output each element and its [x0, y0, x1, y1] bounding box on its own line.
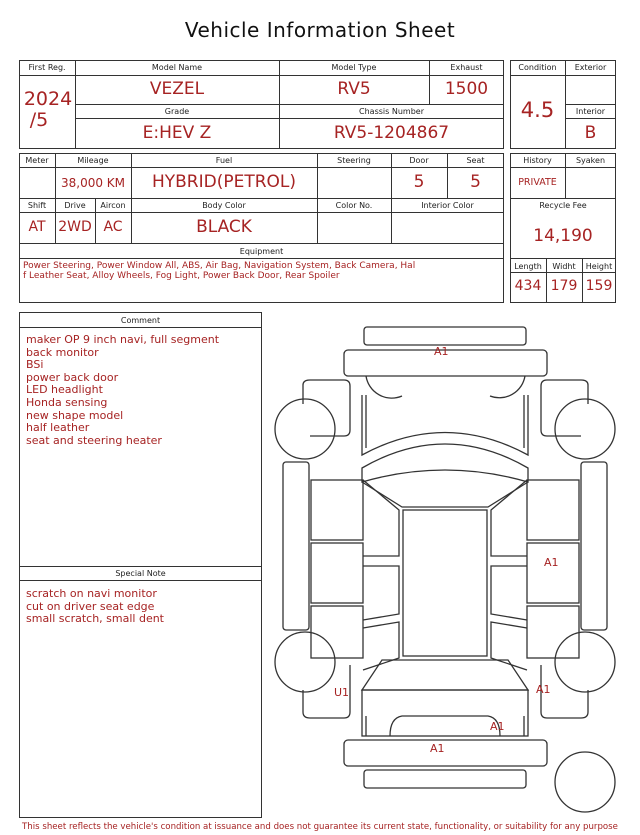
special-note-line: cut on driver seat edge: [26, 599, 155, 613]
interior-label: Interior: [575, 107, 606, 116]
grade-label: Grade: [164, 107, 190, 116]
exterior-label: Exterior: [574, 63, 607, 72]
comment-line: new shape model: [26, 408, 124, 422]
sheet-title: Vehicle Information Sheet: [184, 18, 456, 42]
color-no-label: Color No.: [335, 201, 373, 210]
door-value: 5: [413, 172, 425, 192]
seat-label: Seat: [466, 156, 485, 165]
length-label: Length: [514, 262, 542, 271]
history-label: History: [523, 156, 552, 165]
comment-line: seat and steering heater: [26, 433, 162, 447]
steering-label: Steering: [337, 156, 371, 165]
comment-line: Honda sensing: [26, 395, 108, 409]
history-value: PRIVATE: [518, 177, 557, 188]
disclaimer-footer: This sheet reflects the vehicle's condition at issuance and does not guarantee its current state, functionality, or suitability for any purpose: [22, 822, 618, 832]
comment-line: back monitor: [26, 345, 99, 359]
condition-value: 4.5: [520, 98, 555, 122]
comment-line: power back door: [26, 370, 119, 384]
special-note-line: scratch on navi monitor: [26, 587, 157, 600]
exhaust-label: Exhaust: [450, 63, 483, 72]
body-color-value: BLACK: [196, 217, 252, 237]
equipment-line: Power Steering, Power Window All, ABS, Air Bag, Navigation System, Back Camera, Hal: [23, 261, 416, 271]
recycle-fee-label: Recycle Fee: [539, 201, 587, 210]
body-color-label: Body Color: [202, 201, 246, 210]
damage-mark-right-quarter: A1: [536, 683, 551, 696]
chassis-number-value: RV5-1204867: [333, 123, 450, 143]
mileage-label: Mileage: [77, 156, 109, 165]
comment-line: half leather: [26, 421, 90, 435]
aircon-value: AC: [103, 219, 123, 235]
mileage-value: 38,000 KM: [60, 176, 126, 190]
recycle-fee-value: 14,190: [533, 226, 593, 246]
condition-label: Condition: [518, 63, 557, 72]
first-reg-month: /5: [29, 109, 49, 131]
shift-value: AT: [28, 219, 46, 235]
width-value: 179: [550, 278, 578, 294]
special-note-label: Special Note: [115, 569, 166, 578]
damage-mark-left-quarter: U1: [334, 686, 350, 699]
meter-label: Meter: [25, 156, 49, 165]
door-label: Door: [409, 156, 429, 165]
height-value: 159: [585, 278, 613, 294]
damage-mark-rear-bumper: A1: [430, 742, 445, 755]
special-note-line: small scratch, small dent: [26, 612, 164, 626]
width-label: Widht: [552, 262, 576, 271]
model-name-label: Model Name: [151, 63, 203, 72]
comment-label: Comment: [120, 316, 161, 325]
length-value: 434: [514, 278, 542, 294]
equipment-line: f Leather Seat, Alloy Wheels, Fog Light, Power Back Door, Rear Spoiler: [23, 271, 340, 281]
exhaust-value: 1500: [444, 79, 489, 99]
model-type-label: Model Type: [331, 63, 377, 72]
drive-label: Drive: [64, 201, 86, 210]
seat-value: 5: [470, 172, 481, 192]
comment-line: maker OP 9 inch navi, full segment: [26, 333, 220, 346]
syaken-label: Syaken: [575, 156, 606, 165]
model-name-value: VEZEL: [149, 79, 205, 99]
damage-mark-front-bumper: A1: [434, 345, 449, 358]
model-type-value: RV5: [337, 79, 371, 99]
first-reg-year: 2024: [23, 88, 73, 110]
fuel-value: HYBRID(PETROL): [151, 172, 297, 192]
height-label: Height: [585, 262, 613, 271]
comment-line: BSi: [26, 358, 44, 372]
grade-value: E:HEV Z: [142, 123, 212, 143]
damage-mark-right-rear-door: A1: [544, 556, 559, 569]
damage-mark-rear-right: A1: [490, 720, 505, 733]
shift-label: Shift: [27, 201, 47, 210]
equipment-label: Equipment: [239, 247, 284, 256]
fuel-label: Fuel: [215, 156, 233, 165]
interior-value: B: [584, 123, 597, 143]
interior-color-label: Interior Color: [421, 201, 474, 210]
chassis-number-label: Chassis Number: [359, 107, 424, 116]
comment-line: LED headlight: [26, 383, 103, 397]
drive-value: 2WD: [58, 219, 92, 235]
aircon-label: Aircon: [100, 201, 126, 210]
first-reg-label: First Reg.: [28, 63, 66, 72]
